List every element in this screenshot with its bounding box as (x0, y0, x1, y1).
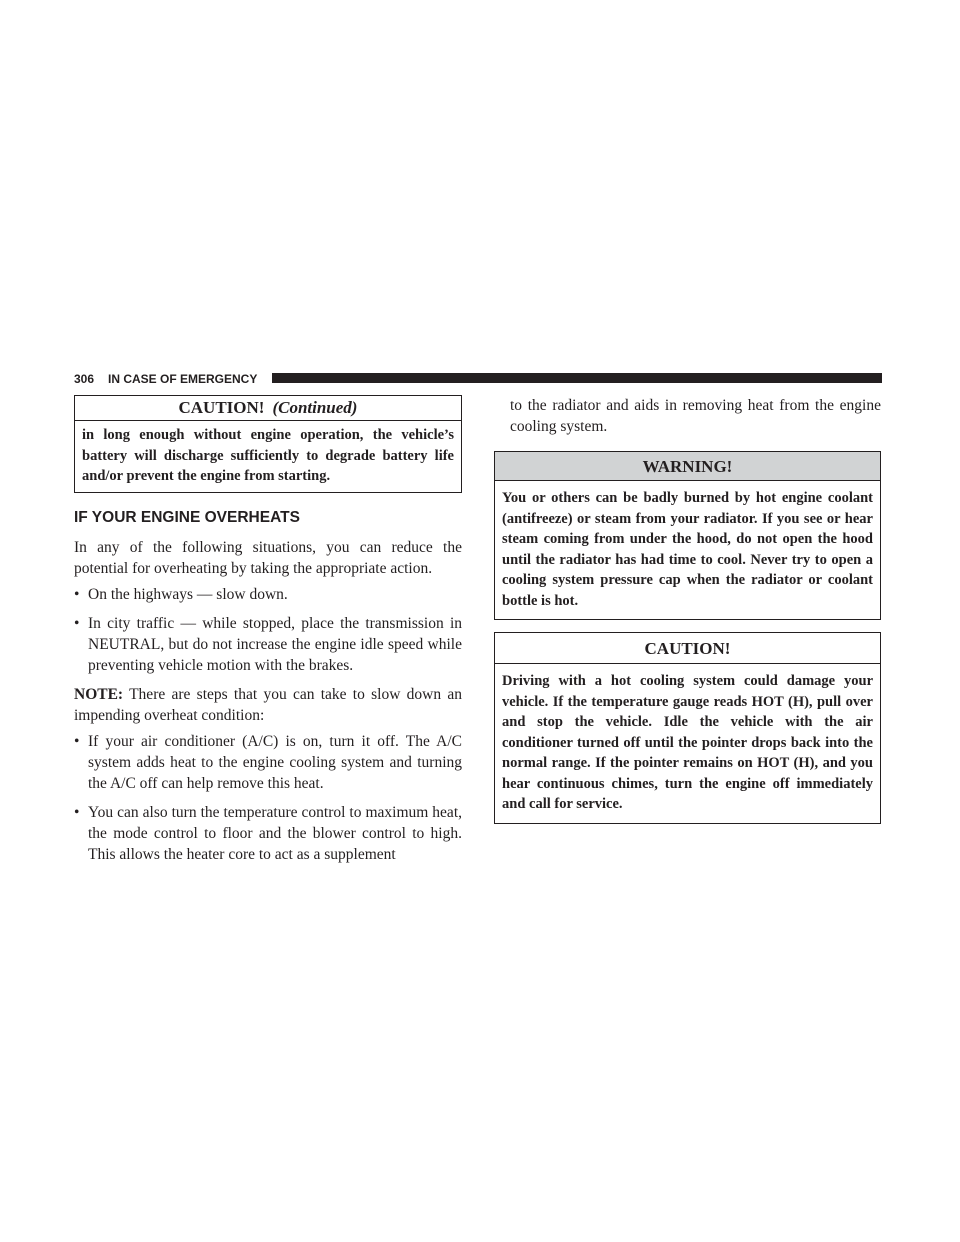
note-list (74, 731, 462, 865)
page-header (0, 370, 960, 388)
list-item-text: If your air conditioner (A/C) is on, turn it off. The A/C system adds heat to the engine cooling system and turning the A/C off can help remove this heat. (88, 732, 462, 792)
caution-title: CAUTION! (495, 633, 880, 664)
left-column (74, 395, 462, 873)
section-heading: IF YOUR ENGINE OVERHEATS (74, 508, 300, 526)
note-text: There are steps that you can take to slow down an impending overheat condition: (74, 685, 462, 724)
caution-continued-box (74, 395, 462, 493)
list-item (74, 584, 462, 605)
note-label: NOTE: (74, 685, 124, 703)
warning-body: You or others can be badly burned by hot engine coolant (antifreeze) or steam from your radiator. If you see or hear steam coming from under the hood, do not open the hood until the radiator has had time to cool. Never try to open a cooling system pressure cap when the radiator or coolant bottle is hot. (502, 490, 873, 609)
bullet-icon: • (74, 614, 80, 632)
right-column (494, 395, 881, 824)
header-rule (272, 373, 882, 383)
list-item-text: In city traffic — while stopped, place the transmission in NEUTRAL, but do not increase the engine idle speed while preventing vehicle motion with the brakes. (88, 614, 462, 674)
caution-body: Driving with a hot cooling system could damage your vehicle. If the temperature gauge reads HOT (H), pull over and stop the vehicle. Idle the vehicle with the air conditioner turned off until the pointer drops back into the normal range. If the pointer remains on HOT (H), and you hear continuous chimes, turn the engine off immediately and call for service. (502, 673, 873, 812)
list-item (74, 731, 462, 794)
caution-continued-body: in long enough without engine operation, the vehicle’s battery will discharge sufficiently to degrade battery life and/or prevent the engine from starting. (82, 427, 454, 484)
bullet-icon: • (74, 803, 80, 821)
page-number: 306 (74, 372, 95, 386)
continuation-paragraph: to the radiator and aids in removing heat from the engine cooling system. (510, 397, 881, 435)
caution-continued-title (75, 396, 461, 421)
warning-title: WARNING! (495, 452, 880, 481)
situation-list (74, 584, 462, 676)
caution-continued-label: CAUTION! (178, 398, 265, 417)
continued-label: (Continued) (272, 398, 358, 417)
note-paragraph (74, 684, 462, 726)
list-item (74, 802, 462, 865)
intro-paragraph: In any of the following situations, you can reduce the potential for overheating by taking the appropriate action. (74, 538, 462, 577)
list-item-text: On the highways — slow down. (88, 585, 288, 603)
bullet-icon: • (74, 732, 80, 750)
caution-box (494, 632, 881, 824)
list-item (74, 613, 462, 676)
section-title: IN CASE OF EMERGENCY (108, 372, 258, 386)
bullet-icon: • (74, 585, 80, 603)
warning-box (494, 451, 881, 620)
list-item-text: You can also turn the temperature control to maximum heat, the mode control to floor and the blower control to high. This allows the heater core to act as a supplement (88, 803, 462, 863)
